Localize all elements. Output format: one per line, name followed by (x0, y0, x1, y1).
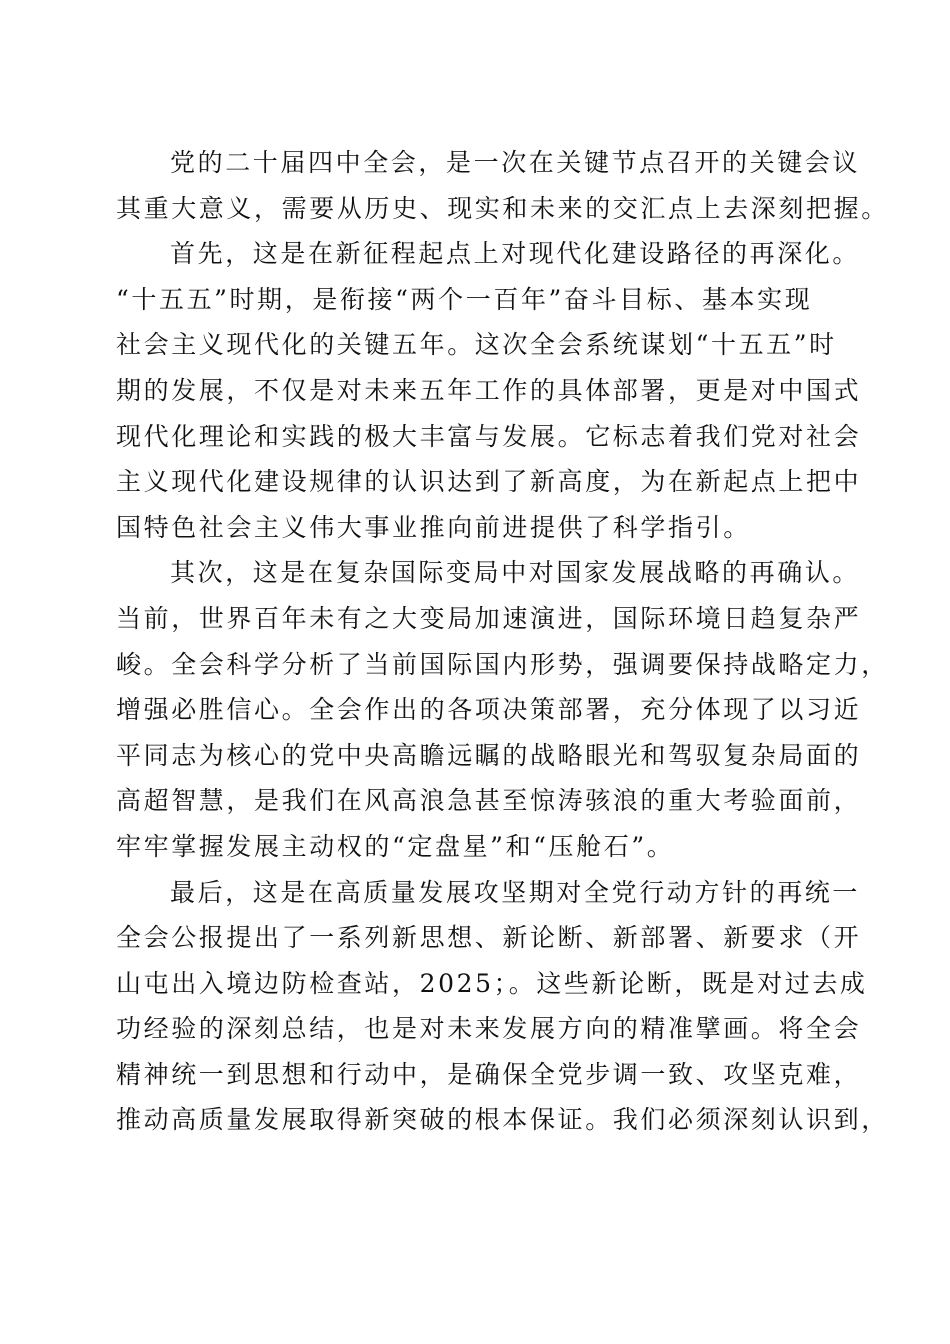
paragraph-3-line-6: 高超智慧，是我们在风高浪急甚至惊涛骇浪的重大考验面前， (116, 786, 862, 816)
paragraph-3-line-2: 当前，世界百年未有之大变局加速演进，国际环境日趋复杂严 (116, 603, 862, 633)
paragraph-4-line-6: 推动高质量发展取得新突破的根本保证。我们必须深刻认识到， (116, 1105, 889, 1135)
paragraph-3-line-1: 其次，这是在复杂国际变局中对国家发展战略的再确认。 (170, 558, 861, 588)
paragraph-2-line-3: 社会主义现代化的关键五年。这次全会系统谋划“十五五”时 (116, 330, 837, 360)
paragraph-2-line-7: 国特色社会主义伟大事业推向前进提供了科学指引。 (116, 512, 751, 542)
paragraph-3-line-3: 峻。全会科学分析了当前国际国内形势，强调要保持战略定力， (116, 649, 889, 679)
paragraph-3-line-7: 牢牢掌握发展主动权的“定盘星”和“压舱石”。 (116, 831, 675, 861)
paragraph-4-line-2: 全会公报提出了一系列新思想、新论断、新部署、新要求（开 (116, 923, 862, 953)
paragraph-4-line-5: 精神统一到思想和行动中，是确保全党步调一致、攻坚克难， (116, 1059, 862, 1089)
paragraph-3-line-4: 增强必胜信心。全会作出的各项决策部署，充分体现了以习近 (116, 695, 862, 725)
paragraph-4-line-4: 功经验的深刻总结，也是对未来发展方向的精准擘画。将全会 (116, 1014, 862, 1044)
paragraph-1-line-1: 党的二十届四中全会，是一次在关键节点召开的关键会议 (170, 148, 861, 177)
paragraph-4-line-3: 山屯出入境边防检查站，2025；。这些新论断，既是对过去成 (116, 968, 868, 998)
paragraph-1-line-2: 其重大意义，需要从历史、现实和未来的交汇点上去深刻把握。 (116, 193, 889, 223)
article-body (116, 140, 889, 1143)
paragraph-3-line-5: 平同志为核心的党中央高瞻远瞩的战略眼光和驾驭复杂局面的 (116, 740, 862, 770)
paragraph-4-line-1: 最后，这是在高质量发展攻坚期对全党行动方针的再统一 (170, 877, 861, 907)
paragraph-2-line-5: 现代化理论和实践的极大丰富与发展。它标志着我们党对社会 (116, 421, 862, 451)
paragraph-2-line-1: 首先，这是在新征程起点上对现代化建设路径的再深化。 (170, 239, 861, 269)
paragraph-2-line-2: “十五五”时期，是衔接“两个一百年”奋斗目标、基本实现 (116, 284, 813, 314)
paragraph-2-line-6: 主义现代化建设规律的认识达到了新高度，为在新起点上把中 (116, 467, 862, 497)
paragraph-2-line-4: 期的发展，不仅是对未来五年工作的具体部署，更是对中国式 (116, 375, 862, 405)
